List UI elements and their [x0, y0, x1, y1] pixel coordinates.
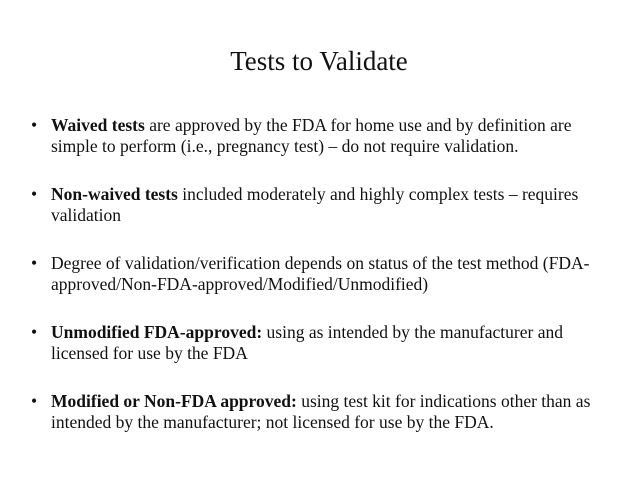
bullet-term: Waived tests — [51, 115, 145, 135]
bullet-marker: • — [31, 322, 38, 342]
bullet-term: Non-waived tests — [51, 184, 178, 204]
bullet-item-waived-tests — [31, 115, 611, 157]
bullet-marker: • — [31, 253, 38, 273]
bullet-marker: • — [31, 115, 38, 135]
bullet-marker: • — [31, 184, 38, 204]
bullet-item-non-waived-tests — [31, 184, 611, 226]
bullet-text: using test kit for indications other than as intended by the manufacturer; not licensed for use by the FDA. — [51, 391, 591, 432]
slide-title: Tests to Validate — [230, 46, 408, 76]
bullet-item-degree-of-validation — [31, 253, 611, 295]
bullet-list — [31, 115, 611, 460]
bullet-text: Degree of validation/verification depends on status of the test method (FDA-approved/Non-FDA-approved/Modified/Unmodified) — [51, 253, 590, 294]
bullet-text: are approved by the FDA for home use and by definition are simple to perform (i.e., pregnancy test) – do not require validation. — [51, 115, 572, 156]
bullet-text: using as intended by the manufacturer and licensed for use by the FDA — [51, 322, 563, 363]
bullet-term: Unmodified FDA-approved: — [51, 322, 263, 342]
bullet-term: Modified or Non-FDA approved: — [51, 391, 297, 411]
bullet-text: included moderately and highly complex tests – requires validation — [51, 184, 579, 225]
bullet-item-modified-or-non-fda — [31, 391, 611, 433]
bullet-marker: • — [31, 391, 38, 411]
bullet-item-unmodified-fda-approved — [31, 322, 611, 364]
